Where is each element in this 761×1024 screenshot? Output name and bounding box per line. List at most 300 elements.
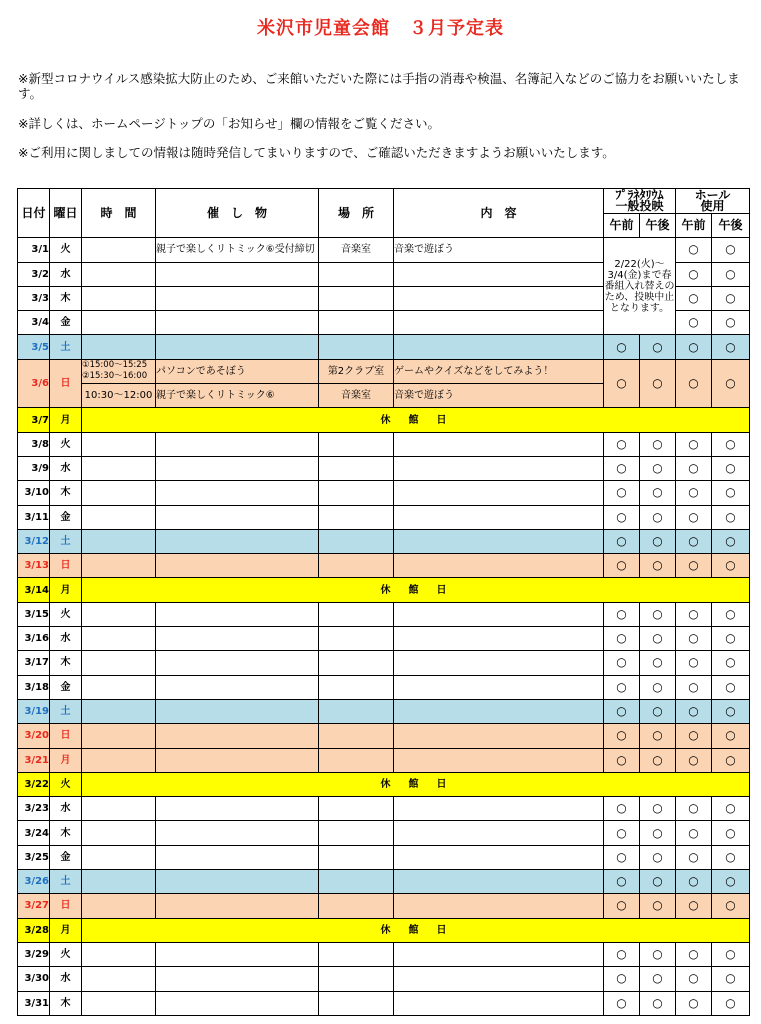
date-cell: 3/29 (18, 942, 50, 966)
availability-mark: ○ (712, 238, 750, 262)
availability-mark: ○ (676, 262, 712, 286)
availability-mark: ○ (640, 748, 676, 772)
date-cell: 3/27 (18, 894, 50, 918)
schedule-body (18, 238, 750, 1016)
header-place: 場 所 (319, 189, 394, 238)
header-event: 催 し 物 (156, 189, 319, 238)
schedule-row (18, 408, 750, 432)
schedule-table (17, 188, 750, 1016)
place-cell (319, 456, 394, 480)
time-cell (82, 942, 156, 966)
closed-day-label: 休 館 日 (82, 408, 750, 432)
content-cell: 音楽で遊ぼう (394, 384, 604, 408)
content-cell (394, 529, 604, 553)
schedule-row (18, 602, 750, 626)
availability-mark: ○ (712, 529, 750, 553)
date-cell: 3/12 (18, 529, 50, 553)
time-cell (82, 554, 156, 578)
weekday-cell: 水 (50, 797, 82, 821)
place-cell (319, 627, 394, 651)
event-cell (156, 651, 319, 675)
place-cell (319, 699, 394, 723)
availability-mark: ○ (712, 870, 750, 894)
schedule-row (18, 845, 750, 869)
date-cell: 3/20 (18, 724, 50, 748)
time-cell (82, 627, 156, 651)
time-cell (82, 505, 156, 529)
notice-details: ※詳しくは、ホームページトップの「お知らせ」欄の情報をご覧ください。 (18, 116, 440, 131)
availability-mark: ○ (604, 991, 640, 1015)
availability-mark: ○ (676, 651, 712, 675)
date-cell: 3/24 (18, 821, 50, 845)
date-cell: 3/8 (18, 432, 50, 456)
schedule-row (18, 432, 750, 456)
date-cell: 3/21 (18, 748, 50, 772)
availability-mark: ○ (640, 699, 676, 723)
availability-mark: ○ (712, 991, 750, 1015)
planetarium-suspension-note: 2/22(火)～3/4(金)まで春番組入れ替えのため、投映中止となります。 (604, 238, 676, 335)
availability-mark: ○ (640, 942, 676, 966)
content-cell (394, 942, 604, 966)
time-cell (82, 262, 156, 286)
availability-mark: ○ (640, 797, 676, 821)
availability-mark: ○ (640, 335, 676, 359)
notice-hygiene: ※新型コロナウイルス感染拡大防止のため、ご来館いただいた際には手指の消毒や検温、名簿記入などのご協力をお願いいたします。 (18, 71, 740, 101)
place-cell (319, 991, 394, 1015)
availability-mark: ○ (640, 505, 676, 529)
availability-mark: ○ (712, 675, 750, 699)
date-cell: 3/31 (18, 991, 50, 1015)
event-cell (156, 627, 319, 651)
availability-mark: ○ (604, 651, 640, 675)
date-cell: 3/22 (18, 772, 50, 796)
availability-mark: ○ (712, 699, 750, 723)
availability-mark: ○ (712, 845, 750, 869)
availability-mark: ○ (604, 942, 640, 966)
event-cell (156, 845, 319, 869)
schedule-row (18, 651, 750, 675)
date-cell: 3/14 (18, 578, 50, 602)
schedule-row (18, 991, 750, 1015)
content-cell (394, 748, 604, 772)
weekday-cell: 水 (50, 456, 82, 480)
date-cell: 3/4 (18, 311, 50, 335)
event-cell (156, 602, 319, 626)
content-cell (394, 481, 604, 505)
schedule-row (18, 554, 750, 578)
availability-mark: ○ (712, 311, 750, 335)
place-cell (319, 675, 394, 699)
weekday-cell: 月 (50, 408, 82, 432)
availability-mark: ○ (676, 505, 712, 529)
availability-mark: ○ (604, 675, 640, 699)
event-cell (156, 724, 319, 748)
header-dow: 曜日 (50, 189, 82, 238)
availability-mark: ○ (712, 967, 750, 991)
place-cell (319, 821, 394, 845)
date-cell: 3/9 (18, 456, 50, 480)
date-cell: 3/30 (18, 967, 50, 991)
schedule-row (18, 772, 750, 796)
availability-mark: ○ (604, 481, 640, 505)
weekday-cell: 日 (50, 894, 82, 918)
place-cell (319, 748, 394, 772)
time-cell (82, 991, 156, 1015)
availability-mark: ○ (712, 505, 750, 529)
time-cell (82, 870, 156, 894)
availability-mark: ○ (676, 286, 712, 310)
date-cell: 3/23 (18, 797, 50, 821)
availability-mark: ○ (604, 359, 640, 408)
place-cell (319, 311, 394, 335)
content-cell (394, 797, 604, 821)
event-cell: 親子で楽しくリトミック⑥受付締切 (156, 238, 319, 262)
availability-mark: ○ (712, 262, 750, 286)
time-cell (82, 967, 156, 991)
closed-day-label: 休 館 日 (82, 578, 750, 602)
place-cell (319, 894, 394, 918)
availability-mark: ○ (604, 505, 640, 529)
event-cell (156, 432, 319, 456)
event-cell (156, 286, 319, 310)
availability-mark: ○ (676, 529, 712, 553)
event-cell: 親子で楽しくリトミック⑥ (156, 384, 319, 408)
availability-mark: ○ (676, 748, 712, 772)
event-cell (156, 481, 319, 505)
content-cell (394, 335, 604, 359)
time-cell (82, 335, 156, 359)
place-cell (319, 797, 394, 821)
schedule-row (18, 797, 750, 821)
availability-mark: ○ (604, 894, 640, 918)
schedule-row (18, 821, 750, 845)
date-cell: 3/11 (18, 505, 50, 529)
content-cell: ゲームやクイズなどをしてみよう！ (394, 359, 604, 383)
schedule-row (18, 335, 750, 359)
availability-mark: ○ (604, 335, 640, 359)
content-cell (394, 286, 604, 310)
closed-day-label: 休 館 日 (82, 918, 750, 942)
event-cell (156, 311, 319, 335)
event-cell (156, 505, 319, 529)
schedule-row (18, 967, 750, 991)
content-cell (394, 845, 604, 869)
availability-mark: ○ (604, 821, 640, 845)
weekday-cell: 火 (50, 238, 82, 262)
weekday-cell: 日 (50, 359, 82, 408)
page-title: 米沢市児童会館 ３月予定表 (257, 18, 504, 39)
availability-mark: ○ (712, 286, 750, 310)
weekday-cell: 火 (50, 772, 82, 796)
weekday-cell: 水 (50, 262, 82, 286)
availability-mark: ○ (712, 359, 750, 408)
weekday-cell: 日 (50, 554, 82, 578)
availability-mark: ○ (640, 554, 676, 578)
header-planetarium: ﾌﾟﾗﾈﾀﾘｳﾑ 一般投映 (604, 189, 676, 214)
availability-mark: ○ (676, 894, 712, 918)
date-cell: 3/15 (18, 602, 50, 626)
weekday-cell: 日 (50, 724, 82, 748)
availability-mark: ○ (640, 627, 676, 651)
date-cell: 3/10 (18, 481, 50, 505)
weekday-cell: 火 (50, 432, 82, 456)
weekday-cell: 木 (50, 651, 82, 675)
time-cell (82, 699, 156, 723)
place-cell (319, 724, 394, 748)
date-cell: 3/7 (18, 408, 50, 432)
time-cell (82, 821, 156, 845)
schedule-row (18, 894, 750, 918)
availability-mark: ○ (712, 651, 750, 675)
event-cell (156, 699, 319, 723)
content-cell (394, 991, 604, 1015)
time-cell (82, 481, 156, 505)
availability-mark: ○ (640, 456, 676, 480)
time-cell (82, 529, 156, 553)
availability-mark: ○ (640, 651, 676, 675)
time-cell (82, 845, 156, 869)
event-cell (156, 262, 319, 286)
weekday-cell: 木 (50, 481, 82, 505)
date-cell: 3/1 (18, 238, 50, 262)
time-cell (82, 797, 156, 821)
content-cell (394, 554, 604, 578)
event-cell (156, 748, 319, 772)
date-cell: 3/3 (18, 286, 50, 310)
weekday-cell: 金 (50, 505, 82, 529)
place-cell (319, 335, 394, 359)
availability-mark: ○ (676, 627, 712, 651)
event-cell (156, 335, 319, 359)
place-cell (319, 529, 394, 553)
availability-mark: ○ (640, 675, 676, 699)
content-cell (394, 651, 604, 675)
content-cell (394, 894, 604, 918)
time-cell (82, 286, 156, 310)
time-cell (82, 748, 156, 772)
availability-mark: ○ (604, 797, 640, 821)
availability-mark: ○ (676, 724, 712, 748)
availability-mark: ○ (604, 699, 640, 723)
availability-mark: ○ (676, 845, 712, 869)
header-planetarium-am: 午前 (604, 214, 640, 238)
time-cell (82, 432, 156, 456)
closed-day-label: 休 館 日 (82, 772, 750, 796)
weekday-cell: 金 (50, 675, 82, 699)
time-cell: 10:30～12:00 (82, 384, 156, 408)
availability-mark: ○ (604, 748, 640, 772)
event-cell: パソコンであそぼう (156, 359, 319, 383)
schedule-row (18, 748, 750, 772)
event-cell (156, 870, 319, 894)
content-cell (394, 675, 604, 699)
time-cell (82, 894, 156, 918)
event-cell (156, 529, 319, 553)
event-cell (156, 942, 319, 966)
date-cell: 3/5 (18, 335, 50, 359)
schedule-row (18, 529, 750, 553)
availability-mark: ○ (604, 627, 640, 651)
content-cell (394, 432, 604, 456)
content-cell (394, 821, 604, 845)
content-cell (394, 311, 604, 335)
availability-mark: ○ (712, 748, 750, 772)
availability-mark: ○ (676, 942, 712, 966)
schedule-row (18, 359, 750, 383)
content-cell: 音楽で遊ぼう (394, 238, 604, 262)
weekday-cell: 火 (50, 942, 82, 966)
weekday-cell: 月 (50, 748, 82, 772)
weekday-cell: 土 (50, 529, 82, 553)
header-date: 日付 (18, 189, 50, 238)
availability-mark: ○ (712, 432, 750, 456)
notice-updates: ※ご利用に関しましての情報は随時発信してまいりますので、ご確認いただきますようお願いいたします。 (18, 145, 615, 160)
place-cell (319, 432, 394, 456)
availability-mark: ○ (712, 894, 750, 918)
content-cell (394, 505, 604, 529)
schedule-row (18, 918, 750, 942)
date-cell: 3/6 (18, 359, 50, 408)
content-cell (394, 699, 604, 723)
schedule-row (18, 578, 750, 602)
weekday-cell: 木 (50, 821, 82, 845)
availability-mark: ○ (712, 627, 750, 651)
weekday-cell: 土 (50, 870, 82, 894)
time-cell (82, 675, 156, 699)
availability-mark: ○ (712, 942, 750, 966)
content-cell (394, 870, 604, 894)
event-cell (156, 967, 319, 991)
place-cell: 音楽室 (319, 384, 394, 408)
event-cell (156, 821, 319, 845)
availability-mark: ○ (640, 821, 676, 845)
weekday-cell: 水 (50, 967, 82, 991)
availability-mark: ○ (676, 238, 712, 262)
availability-mark: ○ (640, 529, 676, 553)
time-cell (82, 311, 156, 335)
place-cell (319, 262, 394, 286)
event-cell (156, 991, 319, 1015)
schedule-row (18, 238, 750, 262)
availability-mark: ○ (640, 894, 676, 918)
weekday-cell: 月 (50, 578, 82, 602)
weekday-cell: 木 (50, 991, 82, 1015)
content-cell (394, 456, 604, 480)
schedule-row (18, 870, 750, 894)
availability-mark: ○ (712, 797, 750, 821)
availability-mark: ○ (640, 359, 676, 408)
availability-mark: ○ (640, 845, 676, 869)
date-cell: 3/16 (18, 627, 50, 651)
weekday-cell: 木 (50, 286, 82, 310)
header-content: 内 容 (394, 189, 604, 238)
availability-mark: ○ (676, 359, 712, 408)
availability-mark: ○ (676, 991, 712, 1015)
date-cell: 3/25 (18, 845, 50, 869)
weekday-cell: 水 (50, 627, 82, 651)
availability-mark: ○ (676, 554, 712, 578)
availability-mark: ○ (676, 602, 712, 626)
availability-mark: ○ (604, 432, 640, 456)
availability-mark: ○ (676, 699, 712, 723)
date-cell: 3/19 (18, 699, 50, 723)
availability-mark: ○ (676, 456, 712, 480)
place-cell (319, 845, 394, 869)
availability-mark: ○ (712, 481, 750, 505)
time-cell (82, 651, 156, 675)
availability-mark: ○ (604, 870, 640, 894)
content-cell (394, 627, 604, 651)
header-hall: ホール 使用 (676, 189, 750, 214)
place-cell (319, 286, 394, 310)
availability-mark: ○ (712, 554, 750, 578)
availability-mark: ○ (604, 724, 640, 748)
availability-mark: ○ (712, 335, 750, 359)
time-cell: ①15:00～15:25 ②15:30～16:00 (82, 359, 156, 383)
schedule-row (18, 675, 750, 699)
availability-mark: ○ (676, 675, 712, 699)
availability-mark: ○ (640, 602, 676, 626)
place-cell (319, 554, 394, 578)
availability-mark: ○ (676, 967, 712, 991)
availability-mark: ○ (712, 821, 750, 845)
date-cell: 3/26 (18, 870, 50, 894)
availability-mark: ○ (676, 311, 712, 335)
schedule-row (18, 942, 750, 966)
availability-mark: ○ (712, 456, 750, 480)
place-cell (319, 870, 394, 894)
availability-mark: ○ (604, 602, 640, 626)
event-cell (156, 456, 319, 480)
schedule-row (18, 505, 750, 529)
schedule-row (18, 481, 750, 505)
time-cell (82, 238, 156, 262)
content-cell (394, 724, 604, 748)
header-time: 時 間 (82, 189, 156, 238)
header-hall-am: 午前 (676, 214, 712, 238)
content-cell (394, 602, 604, 626)
event-cell (156, 797, 319, 821)
schedule-row (18, 699, 750, 723)
availability-mark: ○ (712, 724, 750, 748)
place-cell (319, 505, 394, 529)
place-cell (319, 481, 394, 505)
date-cell: 3/2 (18, 262, 50, 286)
content-cell (394, 967, 604, 991)
availability-mark: ○ (604, 554, 640, 578)
availability-mark: ○ (640, 967, 676, 991)
availability-mark: ○ (640, 481, 676, 505)
availability-mark: ○ (712, 602, 750, 626)
schedule-row (18, 724, 750, 748)
time-cell (82, 724, 156, 748)
content-cell (394, 262, 604, 286)
weekday-cell: 火 (50, 602, 82, 626)
weekday-cell: 金 (50, 311, 82, 335)
availability-mark: ○ (640, 724, 676, 748)
availability-mark: ○ (676, 821, 712, 845)
header-hall-pm: 午後 (712, 214, 750, 238)
date-cell: 3/17 (18, 651, 50, 675)
availability-mark: ○ (604, 845, 640, 869)
place-cell: 第2クラブ室 (319, 359, 394, 383)
header-planetarium-pm: 午後 (640, 214, 676, 238)
place-cell (319, 651, 394, 675)
availability-mark: ○ (604, 529, 640, 553)
event-cell (156, 894, 319, 918)
place-cell (319, 942, 394, 966)
availability-mark: ○ (676, 481, 712, 505)
